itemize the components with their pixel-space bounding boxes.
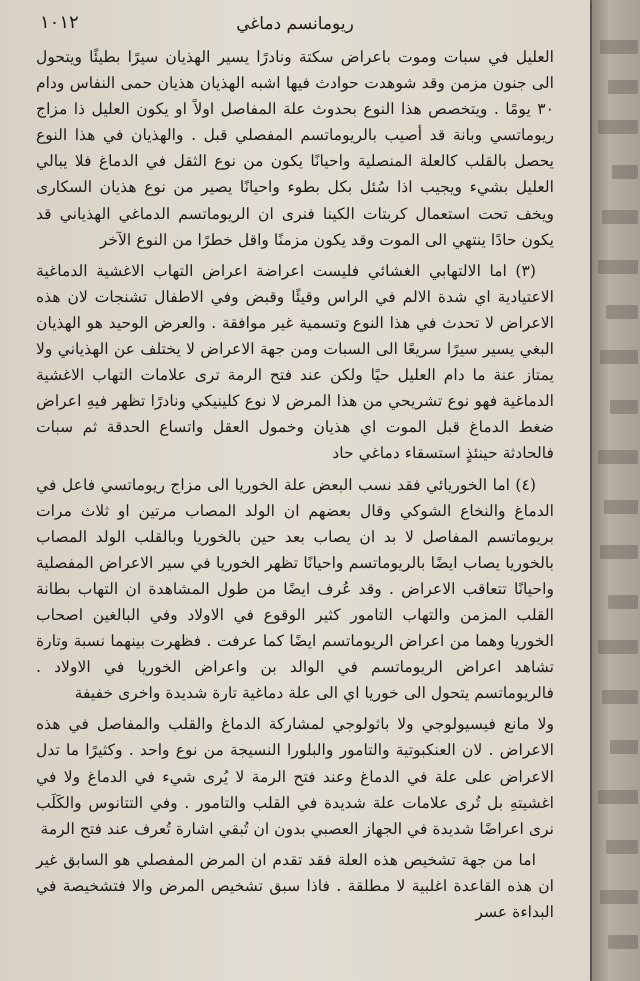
page-header	[40, 8, 550, 40]
paragraph-meningeal-type: (٣) اما الالتهابي الغشائي فليست اعراضة اعراض التهاب الاغشية الدماغية الاعتيادية اي شدة الالم في الراس وقيئًا وقبض وفي الاطفال تشنجات لان هذه الاعراض لا تحدث في هذا النوع وتسمية غير موافقة . والعرض الوحيد هو الهذيان البغي يسير سيرًا سريعًا الى السبات ومن جهة الاعراض لا يختلف عن الهذياني ولا يمتاز عنة ما دام العليل حيًا ولكن عند فتح الرمة ترى علامات التهاب الاغشية الدماغية فهو نوع تشريحي من هذا المرض لا نوع كلينيكي ونادرًا تظهر فيهِ اعراض ضغط الدماغ قبل الموت اي هذيان وخمول العقل واتساع الحدقة ثم سبات فالحادثة حينئذٍ استسقاء دماغي حاد	[36, 261, 554, 463]
paragraph-hallucinatory-end: العليل في سبات وموت باعراض سكتة ونادرًا يسير الهذيان سيرًا بطيئًا ويتحول الى جنون مزمن وقد شوهدت حوادث فيها اشبه الهذيان هذيان حمى النفاس ودام ٣٠ يومًا . ويتخصص هذا النوع بحدوث علة المفاصل اولاً او يكون العليل ذا مزاج ريوماتسي وبانة قد أصيب بالريوماتسم المفصلي قبل . والهذيان في هذا النوع يحصل بالقلب كالعلة المنصلية واحيانًا يكون من نوع الثقل في الدماغ فلا يبالي العليل بشيء ويجيب اذا سُئل بكل بطوء واحيانًا يصير من نوع هذيان السكارى ويخف تحت استعمال كربتات الكينا فنرى ان الريوماتسم الدماغي الهذياني قد يكون حادًا ينتهي الى الموت وقد يكون مزمنًا واقل خطرًا من النوع الآخر	[36, 48, 554, 249]
page-number: ١٠١٢	[40, 12, 79, 33]
adjacent-page-edge	[592, 0, 640, 981]
body-text	[36, 44, 554, 964]
paragraph-pathology-note: ولا مانع فيسيولوجي ولا باثولوجي لمشاركة الدماغ والقلب والمفاصل في هذه الاعراض . لان العنكبوتية والتامور والبلورا النسيجة من نوع واحد . وكثيرًا ما تدل الاعراض على علة في الدماغ وعند فتح الرمة لا يُرى شيء في الدماغ ولا في اغشيتهِ بل تُرى علامات علة شديدة في القلب والتامور . وفي التتانوس والكَلَب نرى اعراضًا شديدة في الجهاز العصبي بدون ان تُبقي اشارة تُعرف عند فتح الرمة	[36, 715, 554, 838]
paragraph-choreic-type: (٤) اما الخوريائي فقد نسب البعض علة الخوريا الى مزاج ريوماتسي فاعل في الدماغ والنخاع الشوكي وقال بعضهم ان الولد المصاب مرتين او ثلاث مرات بريوماتسم المفاصل لا بد ان يصاب بعد حين بالخوريا وبالقلب الولد المصاب بالخوريا يصاب ايضًا بالريوماتسم واحيانًا تظهر الخوريا في سير الاعراض المفصلية واحيانًا تتعاقب الاعراض . وقد عُرف ايضًا من طول المشاهدة ان التهاب بطانة القلب المزمن والتهاب التامور كثير الوقوع في الاولاد وفي البالغين اصحاب الخوريا وهما من اعراض الريوماتسم ايضًا كما عرفت . فظهرت بينهما نسبة وتارة تشاهد اعراض الريوماتسم في الوالد بن واعراض الخوريا في الاولاد . فالريوماتسم يتحول الى خوريا اي الى علة دماغية تارة شديدة واخرى خفيفة	[36, 475, 554, 703]
paragraph-diagnosis: اما من جهة تشخيص هذه العلة فقد تقدم ان المرض المفصلي هو السابق غير ان هذه القاعدة اغلبية لا مطلقة . فاذا سبق تشخيص المرض والا فتشخيصة في البداءة عسر	[36, 850, 554, 921]
running-title: ريومانسم دماغي	[236, 14, 354, 34]
